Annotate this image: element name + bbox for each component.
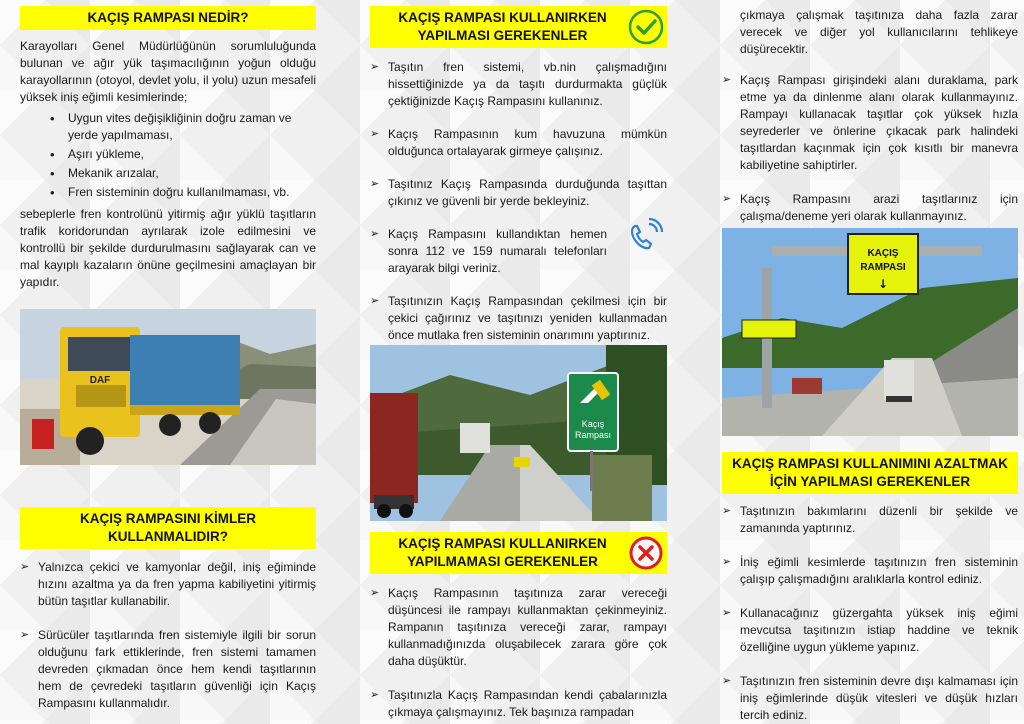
list-item: ➢ Kaçış Rampasının taşıtınıza zarar vereceği düşüncesi ile rampayı kullanmaktan çekinmeyiniz. Rampanın taşıtınıza vereceği zarar, rampayı kullanmadığınızda oluşabilecek zarara göre çok daha düşüktür. [370, 585, 667, 670]
do-not-list [370, 585, 667, 721]
section-title-do-not: KAÇIŞ RAMPASI KULLANIRKEN YAPILMAMASI GEREKENLER [370, 532, 667, 574]
svg-text:Kaçış: Kaçış [581, 419, 605, 429]
svg-text:DAF: DAF [89, 375, 111, 386]
check-circle-icon [628, 9, 664, 50]
cross-circle-icon [628, 535, 664, 576]
section-title-reduce-use: KAÇIŞ RAMPASI KULLANIMINI AZALTMAK İÇİN YAPILMASI GEREKENLER [722, 452, 1018, 494]
list-item: • Uygun vites değişikliğinin doğru zaman ve yerde yapılmaması, [20, 110, 316, 144]
who-list [20, 559, 316, 712]
ramp-road-photo [370, 345, 667, 521]
list-item: ➢ Taşıtınızın Kaçış Rampasından çekilmesi için bir çekici çağırınız ve taşıtınızı yeniden kullanmadan önce mutlaka fren sisteminin onarımını yaptırınız. [370, 293, 667, 344]
outro-paragraph: sebeplerle fren kontrolünü yitirmiş ağır yüklü taşıtların trafik koridorundan ayrılarak izole edilmesini ve kontrollü bir şekilde durdurulmasını sağlayarak can ve mal kayıplı kazaların önüne geçilmesini amaçlayan bir yapıdır. [20, 207, 316, 289]
list-item: ➢ Kaçış Rampasını kullandıktan hemen sonra 112 ve 159 numaralı telefonları arayarak bilgi veriniz. [370, 226, 667, 277]
svg-text:KAÇIŞ: KAÇIŞ [867, 248, 899, 259]
column-2 [370, 0, 667, 724]
list-item: ➢ Taşıtınızın fren sisteminin devre dışı kalmaması için iniş eğimlerinde düşük vitesleri ve düşük hızları tercih ediniz. [722, 673, 1018, 724]
list-item: ➢ Kaçış Rampası girişindeki alanı duraklama, park etme ya da dinlenme alanı olarak kullanmayınız. Rampayı kullanacak taşıtlar çok yüksek hızla seyrederler ve önlerine çıkacak park halindeki taşıtlardan kaçınmak için çok kısıtlı bir manevra kabiliyetine sahiptirler. [722, 72, 1018, 174]
section-title-what-is: KAÇIŞ RAMPASI NEDİR? [20, 6, 316, 30]
intro-paragraph: Karayolları Genel Müdürlüğünün sorumluluğunda bulunan ve ağır yük taşımacılığının yoğun olduğu karayollarının (otoyol, devlet yolu, il yolu) uzun mesafeli yüksek iniş eğimli kesimlerinde; [20, 39, 316, 104]
list-item: ➢ Taşıtınızın bakımlarını düzenli bir şekilde ve zamanında yaptırınız. [722, 503, 1018, 537]
svg-text:↓: ↓ [877, 277, 889, 291]
gantry-sign-photo [722, 228, 1018, 436]
reduce-list [722, 503, 1018, 724]
list-item: • Mekanik arızalar, [20, 165, 316, 182]
list-item: ➢ Kaçış Rampasının kum havuzuna mümkün olduğunca ortalayarak girmeye çalışınız. [370, 126, 667, 160]
svg-text:Rampası: Rampası [574, 430, 612, 440]
do-not-list-continued [722, 72, 1018, 225]
list-item: ➢ Taşıtın fren sistemi, vb.nin çalışmadığını hissettiğinizde ya da taşıtı durdurmakta güçlük çektiğinizde Kaçış Rampasını kullanınız. [370, 59, 667, 110]
column-3 [722, 0, 1018, 724]
section-title-do: KAÇIŞ RAMPASI KULLANIRKEN YAPILMASI GEREKENLER [370, 6, 667, 48]
section-title-who-should-use: KAÇIŞ RAMPASINI KİMLER KULLANMALIDIR? [20, 507, 316, 549]
list-item: ➢ Taşıtınızla Kaçış Rampasından kendi çabalarınızla çıkmaya çalışmayınız. Tek başınıza rampadan [370, 687, 667, 721]
list-item: ➢ Kullanacağınız güzergahta yüksek iniş eğimi mevcutsa taşıtınızın istiap haddine ve teknik özelliğine uygun yükleme yapınız. [722, 605, 1018, 656]
truck-photo [20, 309, 316, 465]
list-item: ➢ Taşıtınız Kaçış Rampasında durduğunda taşıttan çıkınız ve güvenli bir yerde bekleyiniz. [370, 176, 667, 210]
phone-icon [625, 218, 665, 259]
list-item: ➢ Kaçış Rampasını arazi taşıtlarınız için çalışma/deneme yeri olarak kullanmayınız. [722, 191, 1018, 225]
causes-list [20, 110, 316, 203]
list-item: ➢ Yalnızca çekici ve kamyonlar değil, iniş eğiminde hızını azaltma ya da fren yapma kabiliyetini yitirmiş bütün taşıtlar kullanabilir. [20, 559, 316, 610]
do-list [370, 59, 667, 344]
column-1 [20, 0, 316, 724]
svg-text:RAMPASI: RAMPASI [860, 262, 906, 273]
list-item: • Fren sisteminin doğru kullanılmaması, vb. [20, 184, 316, 201]
list-item: ➢ Sürücüler taşıtlarında fren sistemiyle ilgili bir sorun olduğunu fark ettiklerinde, fren sistemi tamamen devreden çıkmadan önce hem kendi taşıtlarının hem de çevredeki taşıtların güvenliği için Kaçış Rampasını kullanmalıdır. [20, 627, 316, 712]
list-item: ➢ İniş eğimli kesimlerde taşıtınızın fren sisteminin çalışıp çalışmadığını aralıklarla kontrol ediniz. [722, 554, 1018, 588]
list-item: • Aşırı yükleme, [20, 146, 316, 163]
continued-paragraph: çıkmaya çalışmak taşıtınıza daha fazla zarar verecek ve diğer yol kullanıcılarını tehlikeye düşürecektir. [740, 8, 1018, 56]
